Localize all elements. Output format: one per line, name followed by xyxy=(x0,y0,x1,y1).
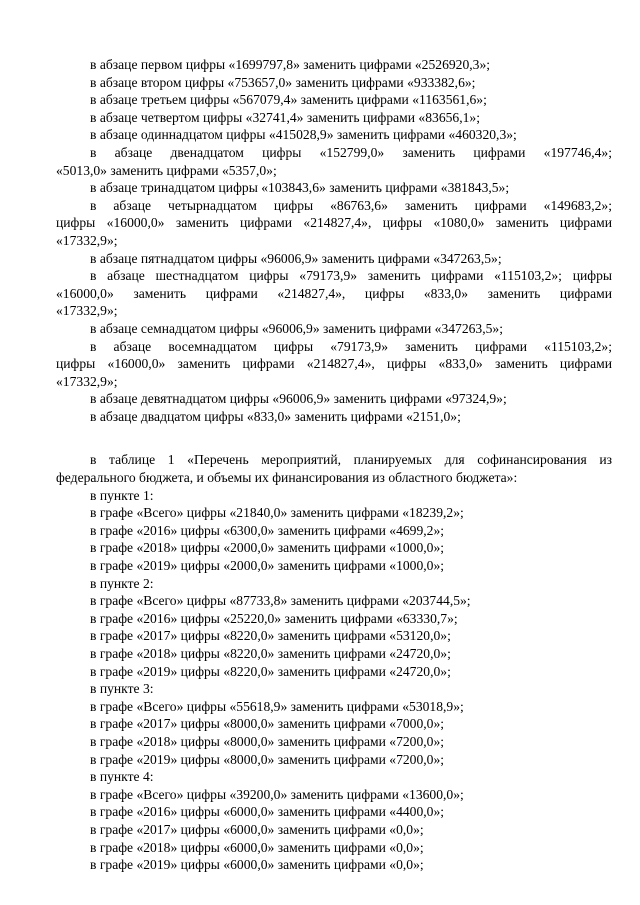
text-line: в графе «2019» цифры «6000,0» заменить цифрами «0,0»; xyxy=(90,857,424,873)
text-line: в абзаце тринадцатом цифры «103843,6» заменить цифрами «381843,5»; xyxy=(90,180,510,196)
text-line: в пункте 3: xyxy=(90,681,154,697)
text-line: в абзаце девятнадцатом цифры «96006,9» заменить цифрами «97324,9»; xyxy=(90,391,507,407)
text-line: в абзаце семнадцатом цифры «96006,9» заменить цифрами «347263,5»; xyxy=(90,320,503,336)
text-line: «17332,9»; xyxy=(56,373,118,389)
text-line: «5013,0» заменить цифрами «5357,0»; xyxy=(56,162,277,178)
text-line: федерального бюджета, и объемы их финансирования из областного бюджета»: xyxy=(56,470,518,486)
text-line: в графе «2016» цифры «25220,0» заменить цифрами «63330,7»; xyxy=(90,610,458,626)
text-line: в графе «2018» цифры «8000,0» заменить цифрами «7200,0»; xyxy=(90,733,445,749)
text-line: в графе «Всего» цифры «87733,8» заменить цифрами «203744,5»; xyxy=(90,593,471,609)
text-line: «16000,0» заменить цифрами «214827,4», цифры «833,0» заменить цифрами xyxy=(56,285,612,301)
text-line: в абзаце двадцатом цифры «833,0» заменить цифрами «2151,0»; xyxy=(90,408,461,424)
text-line: в абзаце двенадцатом цифры «152799,0» заменить цифрами «197746,4»; xyxy=(90,144,612,160)
text-line: в абзаце пятнадцатом цифры «96006,9» заменить цифрами «347263,5»; xyxy=(90,250,502,266)
text-line: в абзаце восемнадцатом цифры «79173,9» заменить цифрами «115103,2»; xyxy=(90,338,612,354)
document-page xyxy=(56,56,612,874)
text-line: в графе «Всего» цифры «21840,0» заменить цифрами «18239,2»; xyxy=(90,505,464,521)
text-line: в графе «2017» цифры «8000,0» заменить цифрами «7000,0»; xyxy=(90,716,445,732)
text-line: цифры «16000,0» заменить цифрами «214827,4», цифры «1080,0» заменить цифрами xyxy=(56,215,612,231)
text-line: в графе «2018» цифры «8220,0» заменить цифрами «24720,0»; xyxy=(90,646,451,661)
text-line: в графе «2019» цифры «8220,0» заменить цифрами «24720,0»; xyxy=(90,663,451,679)
text-line: «17332,9»; xyxy=(56,303,118,319)
amendments-table-1 xyxy=(56,451,612,873)
text-line: в абзаце втором цифры «753657,0» заменить цифрами «933382,6»; xyxy=(90,74,476,90)
text-line: в пункте 2: xyxy=(90,575,154,591)
text-line: в абзаце шестнадцатом цифры «79173,9» заменить цифрами «115103,2»; цифры xyxy=(90,268,612,284)
text-line: в таблице 1 «Перечень мероприятий, планируемых для софинансирования из xyxy=(90,452,612,468)
section-gap xyxy=(56,425,612,451)
text-line: в абзаце четырнадцатом цифры «86763,6» заменить цифрами «149683,2»; xyxy=(90,197,612,213)
text-line: в пункте 4: xyxy=(90,769,154,785)
text-line: в графе «2018» цифры «6000,0» заменить цифрами «0,0»; xyxy=(90,839,424,855)
text-line: в абзаце первом цифры «1699797,8» заменить цифрами «2526920,3»; xyxy=(90,57,491,72)
text-line: в абзаце четвертом цифры «32741,4» заменить цифрами «83656,1»; xyxy=(90,109,480,125)
text-line: в графе «2016» цифры «6300,0» заменить цифрами «4699,2»; xyxy=(90,522,445,538)
text-line: в графе «Всего» цифры «55618,9» заменить цифрами «53018,9»; xyxy=(90,698,464,714)
text-line: «17332,9»; xyxy=(56,232,118,248)
text-line: в графе «2019» цифры «8000,0» заменить цифрами «7200,0»; xyxy=(90,751,445,767)
text-line: в графе «2018» цифры «2000,0» заменить цифрами «1000,0»; xyxy=(90,540,445,556)
text-line: в графе «2016» цифры «6000,0» заменить цифрами «4400,0»; xyxy=(90,804,445,820)
text-line: в пункте 1: xyxy=(90,487,154,503)
text-line: в абзаце третьем цифры «567079,4» заменить цифрами «1163561,6»; xyxy=(90,92,487,108)
text-line: в графе «2019» цифры «2000,0» заменить цифрами «1000,0»; xyxy=(90,558,445,574)
amendments-paragraphs xyxy=(56,56,612,425)
text-line: в абзаце одиннадцатом цифры «415028,9» заменить цифрами «460320,3»; xyxy=(90,127,517,143)
text-line: в графе «Всего» цифры «39200,0» заменить цифрами «13600,0»; xyxy=(90,786,464,802)
text-line: цифры «16000,0» заменить цифрами «214827,4», цифры «833,0» заменить цифрами xyxy=(56,356,612,372)
text-line: в графе «2017» цифры «8220,0» заменить цифрами «53120,0»; xyxy=(90,628,451,644)
text-line: в графе «2017» цифры «6000,0» заменить цифрами «0,0»; xyxy=(90,821,424,837)
